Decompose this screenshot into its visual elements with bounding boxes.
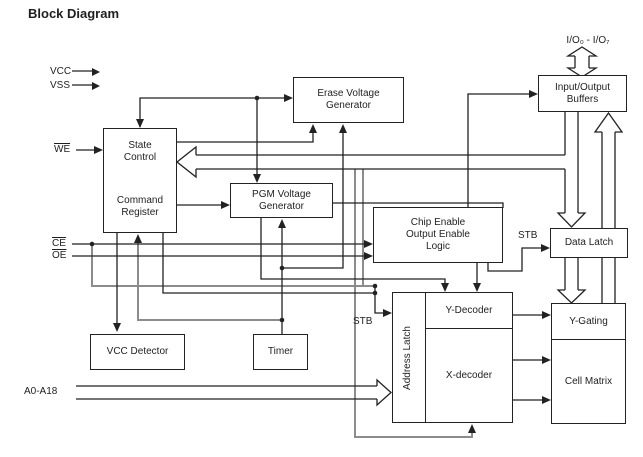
pin-oe-label: $\overline{OE}$ [52, 250, 67, 261]
page-title: Block Diagram [28, 6, 120, 21]
y-decoder-label: Y-Decoder [445, 304, 493, 316]
decoder-cells [426, 293, 512, 422]
pin-vcc-label: VCC [50, 66, 72, 77]
pin-ce-label: $\overline{CE}$ [52, 238, 66, 249]
chip-enable-output-enable-logic-label: Chip Enable Output Enable Logic [406, 217, 470, 252]
vcc-detector-block [90, 334, 185, 370]
stb-data-latch-label: STB [518, 230, 538, 241]
stb-address-latch-label: STB [353, 316, 373, 327]
address-latch-block [393, 293, 426, 422]
vcc-detector-label: VCC Detector [106, 346, 169, 357]
y-gating-label: Y-Gating [569, 315, 608, 327]
timer-block [253, 334, 308, 370]
chip-enable-output-enable-logic-block [373, 207, 503, 263]
command-register-label: Command Register [116, 195, 164, 218]
state-control-label: State Control [123, 140, 157, 163]
erase-voltage-generator-label: Erase Voltage Generator [317, 88, 380, 111]
y-decoder-block [426, 293, 512, 329]
erase-voltage-generator-block [293, 77, 404, 123]
pin-io-bus-label: I/O₀ - I/O₇ [566, 35, 610, 46]
state-control-block [103, 128, 177, 233]
pin-we-label: $\overline{WE}$ [54, 144, 71, 155]
timer-label: Timer [267, 346, 294, 357]
cell-matrix-block [552, 340, 625, 423]
cell-matrix-label: Cell Matrix [564, 375, 613, 387]
address-latch-label: Address Latch [402, 326, 413, 390]
pgm-voltage-generator-label: PGM Voltage Generator [252, 188, 311, 212]
data-latch-label: Data Latch [564, 237, 614, 248]
memory-array-block [551, 303, 626, 424]
pin-vss-label: VSS [50, 80, 71, 91]
decoder-block [392, 292, 513, 423]
pin-address-bus-label: A0-A18 [24, 386, 58, 397]
io-buffers-block [538, 75, 627, 112]
x-decoder-label: X-decoder [445, 369, 493, 381]
data-latch-block [550, 228, 628, 258]
pgm-voltage-generator-block [230, 183, 333, 218]
y-gating-block [552, 304, 625, 340]
io-buffers-label: Input/Output Buffers [554, 81, 611, 105]
x-decoder-block [426, 329, 512, 422]
